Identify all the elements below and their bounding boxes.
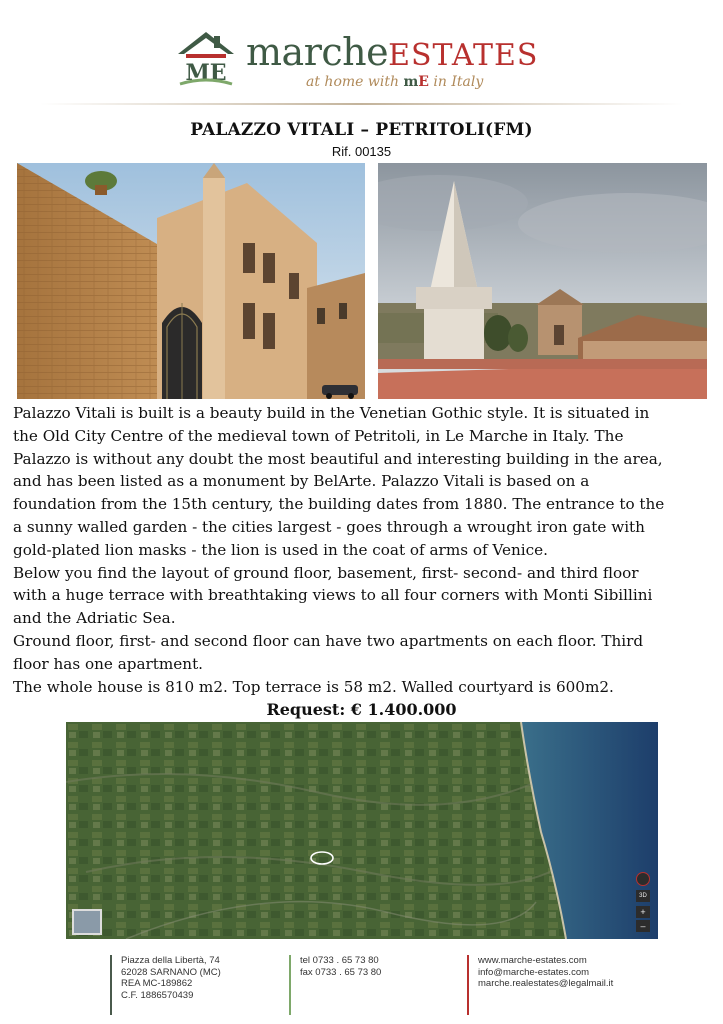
brand-estates-text: ESTATES (388, 38, 539, 73)
description-line: the Old City Centre of the medieval town of Petritoli, in Le Marche in Italy. The (13, 426, 624, 445)
footer-address-line: REA MC-189862 (121, 978, 193, 989)
brand-main-text: marche (246, 30, 389, 74)
footer-pec-email-link[interactable]: marche.realestates@legalmail.it (478, 978, 614, 989)
description-line: and has been listed as a monument by BelArte. Palazzo Vitali is based on a (13, 472, 590, 491)
description-line: and the Adriatic Sea. (13, 609, 176, 628)
description-line: Below you find the layout of ground floor, basement, first- second- and third floor (13, 563, 639, 582)
tagline-me-m: m (403, 74, 419, 90)
satellite-map[interactable] (66, 722, 658, 939)
footer-phone[interactable]: tel 0733 . 65 73 80 (300, 955, 379, 966)
footer-contacts (467, 955, 613, 1015)
letterhead (0, 0, 723, 108)
description-line: with a huge terrace with breathtaking views to all four corners with Monti Sibillini (13, 586, 653, 605)
footer-website-link[interactable]: www.marche-estates.com (478, 955, 587, 966)
tagline-me-e: E (418, 74, 429, 90)
description-line: a sunny walled garden - the cities largest - goes through a wrought iron gate with (13, 517, 645, 536)
property-reference: Rif. 00135 (331, 144, 392, 159)
property-title: PALAZZO VITALI – PETRITOLI(FM) (190, 120, 533, 140)
footer (0, 955, 723, 1015)
description-line: Palazzo Vitali is built is a beauty build in the Venetian Gothic style. It is situated in (13, 404, 650, 422)
house-logo-icon (176, 30, 236, 88)
footer-address-line: Piazza della Libertà, 74 (121, 955, 220, 966)
description-line: Palazzo is without any doubt the most beautiful and interesting building in the area, (13, 449, 663, 468)
tagline (306, 74, 483, 90)
description-line: foundation from the 15th century, the building dates from 1880. The entrance to the (13, 495, 665, 514)
footer-fax: fax 0733 . 65 73 80 (300, 966, 382, 978)
map-compass-button[interactable] (636, 872, 650, 886)
map-layer-toggle[interactable] (72, 909, 102, 935)
description-line: floor has one apartment. (13, 654, 203, 673)
svg-text:ME: ME (185, 60, 227, 86)
description-line: The whole house is 810 m2. Top terrace is 58 m2. Walled courtyard is 600m2. (13, 677, 614, 696)
description-line: gold-plated lion masks - the lion is used in the coat of arms of Venice. (13, 540, 548, 559)
map-3d-button[interactable]: 3D (636, 890, 650, 902)
description-line: Ground floor, first- and second floor can have two apartments on each floor. Third (13, 631, 644, 650)
tagline-suffix: in Italy (433, 74, 484, 90)
footer-address-line: 62028 SARNANO (MC) (121, 966, 221, 978)
tagline-prefix: at home with (306, 74, 399, 90)
map-zoom-out-button[interactable]: – (636, 920, 650, 932)
header-divider (40, 103, 683, 105)
footer-phones (289, 955, 381, 1015)
footer-address (110, 955, 221, 1015)
property-description (13, 402, 715, 698)
footer-email-link[interactable]: info@marche-estates.com (478, 966, 590, 978)
price-request: Request: € 1.400.000 (266, 700, 457, 719)
brand-name (246, 30, 538, 74)
map-zoom-in-button[interactable]: + (636, 906, 650, 918)
terrace-spire-photo (378, 163, 707, 399)
footer-address-line: C.F. 1886570439 (121, 989, 194, 1001)
palazzo-facade-photo (17, 163, 365, 399)
